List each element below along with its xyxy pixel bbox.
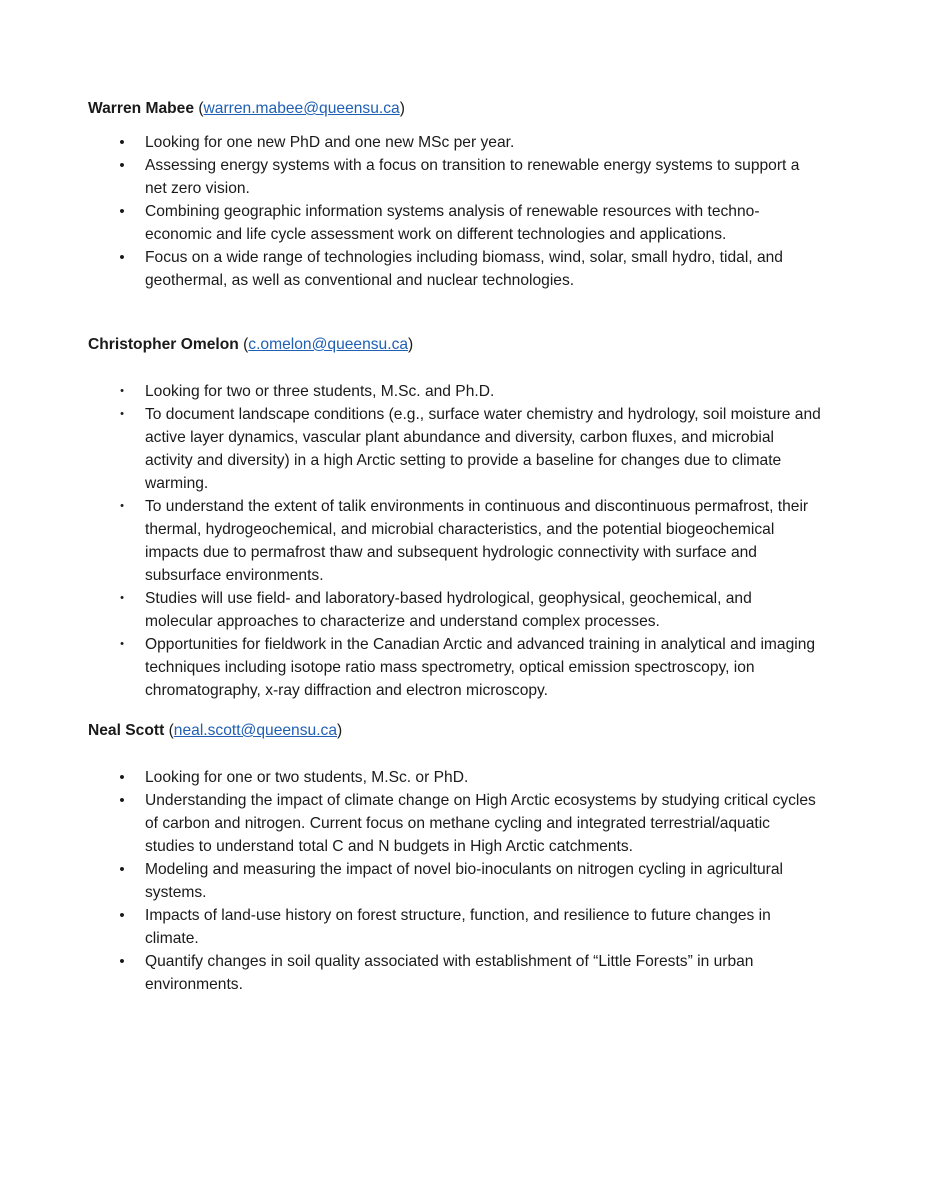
supervisor-heading xyxy=(88,719,823,742)
supervisor-name: Neal Scott xyxy=(88,722,165,739)
supervisor-heading xyxy=(88,333,823,356)
supervisor-section-omelon xyxy=(88,333,823,702)
list-item-text: Combining geographic information systems analysis of renewable resources with techno-economic and life cycle assessment work on different technologies and applications. xyxy=(145,203,760,243)
list-item xyxy=(88,495,823,587)
supervisor-name: Warren Mabee xyxy=(88,100,195,117)
list-item-text: To understand the extent of talik environments in continuous and discontinuous permafrost, their thermal, hydrogeochemical, and microbial characteristics, and the potential biogeochemical impacts due to permafrost thaw and subsequent hydrologic connectivity with surface and subsurface environments. xyxy=(145,498,809,584)
list-item xyxy=(88,904,823,950)
list-item xyxy=(88,789,823,858)
list-item xyxy=(88,950,823,996)
open-paren: ( xyxy=(238,336,249,353)
close-paren: ) xyxy=(337,722,343,739)
bullet-list xyxy=(88,766,823,996)
bullet-icon: • xyxy=(120,638,124,650)
bullet-icon: • xyxy=(119,134,125,151)
list-item-text: To document landscape conditions (e.g., surface water chemistry and hydrology, soil moisture and active layer dynamics, vascular plant abundance and diversity, carbon fluxes, and microbial activity and diversity) in a high Arctic setting to provide a baseline for changes due to climate warming. xyxy=(145,406,821,492)
close-paren: ) xyxy=(399,100,405,117)
list-item-text: Looking for two or three students, M.Sc. and Ph.D. xyxy=(145,383,495,400)
supervisor-section-scott xyxy=(88,719,823,996)
list-item xyxy=(88,633,823,702)
list-item-text: Looking for one new PhD and one new MSc per year. xyxy=(145,134,515,151)
list-item xyxy=(88,587,823,633)
email-link[interactable]: warren.mabee@queensu.ca xyxy=(203,100,400,117)
bullet-icon: • xyxy=(119,249,125,266)
list-item xyxy=(88,380,823,403)
bullet-icon: • xyxy=(119,792,125,809)
list-item-text: Looking for one or two students, M.Sc. or PhD. xyxy=(145,769,469,786)
bullet-icon: • xyxy=(119,769,125,786)
supervisor-section-mabee xyxy=(88,97,823,292)
bullet-icon: • xyxy=(120,592,124,604)
bullet-icon: • xyxy=(119,861,125,878)
open-paren: ( xyxy=(164,722,174,739)
supervisor-name: Christopher Omelon xyxy=(88,336,239,353)
list-item-text: Opportunities for fieldwork in the Canadian Arctic and advanced training in analytical and imaging techniques including isotope ratio mass spectrometry, optical emission spectroscopy, ion chromatography, x-ray diffraction and electron microscopy. xyxy=(145,636,816,699)
email-link[interactable]: neal.scott@queensu.ca xyxy=(173,722,338,739)
email-link[interactable]: c.omelon@queensu.ca xyxy=(248,336,409,353)
list-item-text: Impacts of land-use history on forest structure, function, and resilience to future changes in climate. xyxy=(145,907,771,947)
close-paren: ) xyxy=(408,336,414,353)
list-item-text: Quantify changes in soil quality associated with establishment of “Little Forests” in urban environments. xyxy=(145,953,754,993)
bullet-icon: • xyxy=(120,500,124,512)
list-item-text: Understanding the impact of climate change on High Arctic ecosystems by studying critical cycles of carbon and nitrogen. Current focus on methane cycling and integrated terrestrial/aquatic studies to understand total C and N budgets in High Arctic catchments. xyxy=(145,792,816,855)
list-item-text: Studies will use field- and laboratory-based hydrological, geophysical, geochemical, and molecular approaches to characterize and understand complex processes. xyxy=(145,590,752,630)
list-item xyxy=(88,246,823,292)
bullet-icon: • xyxy=(119,157,125,174)
bullet-icon: • xyxy=(119,907,125,924)
bullet-icon: • xyxy=(120,385,124,397)
list-item xyxy=(88,766,823,789)
list-item-text: Assessing energy systems with a focus on transition to renewable energy systems to support a net zero vision. xyxy=(145,157,800,197)
list-item xyxy=(88,154,823,200)
supervisor-heading xyxy=(88,97,823,120)
list-item-text: Modeling and measuring the impact of novel bio-inoculants on nitrogen cycling in agricultural systems. xyxy=(145,861,783,901)
bullet-list xyxy=(88,131,823,292)
list-item xyxy=(88,200,823,246)
bullet-icon: • xyxy=(120,408,124,420)
list-item xyxy=(88,131,823,154)
list-item xyxy=(88,403,823,495)
open-paren: ( xyxy=(194,100,204,117)
bullet-icon: • xyxy=(119,203,125,220)
bullet-icon: • xyxy=(119,953,125,970)
list-item-text: Focus on a wide range of technologies including biomass, wind, solar, small hydro, tidal, and geothermal, as well as conventional and nuclear technologies. xyxy=(145,249,783,289)
list-item xyxy=(88,858,823,904)
bullet-list xyxy=(88,380,823,702)
